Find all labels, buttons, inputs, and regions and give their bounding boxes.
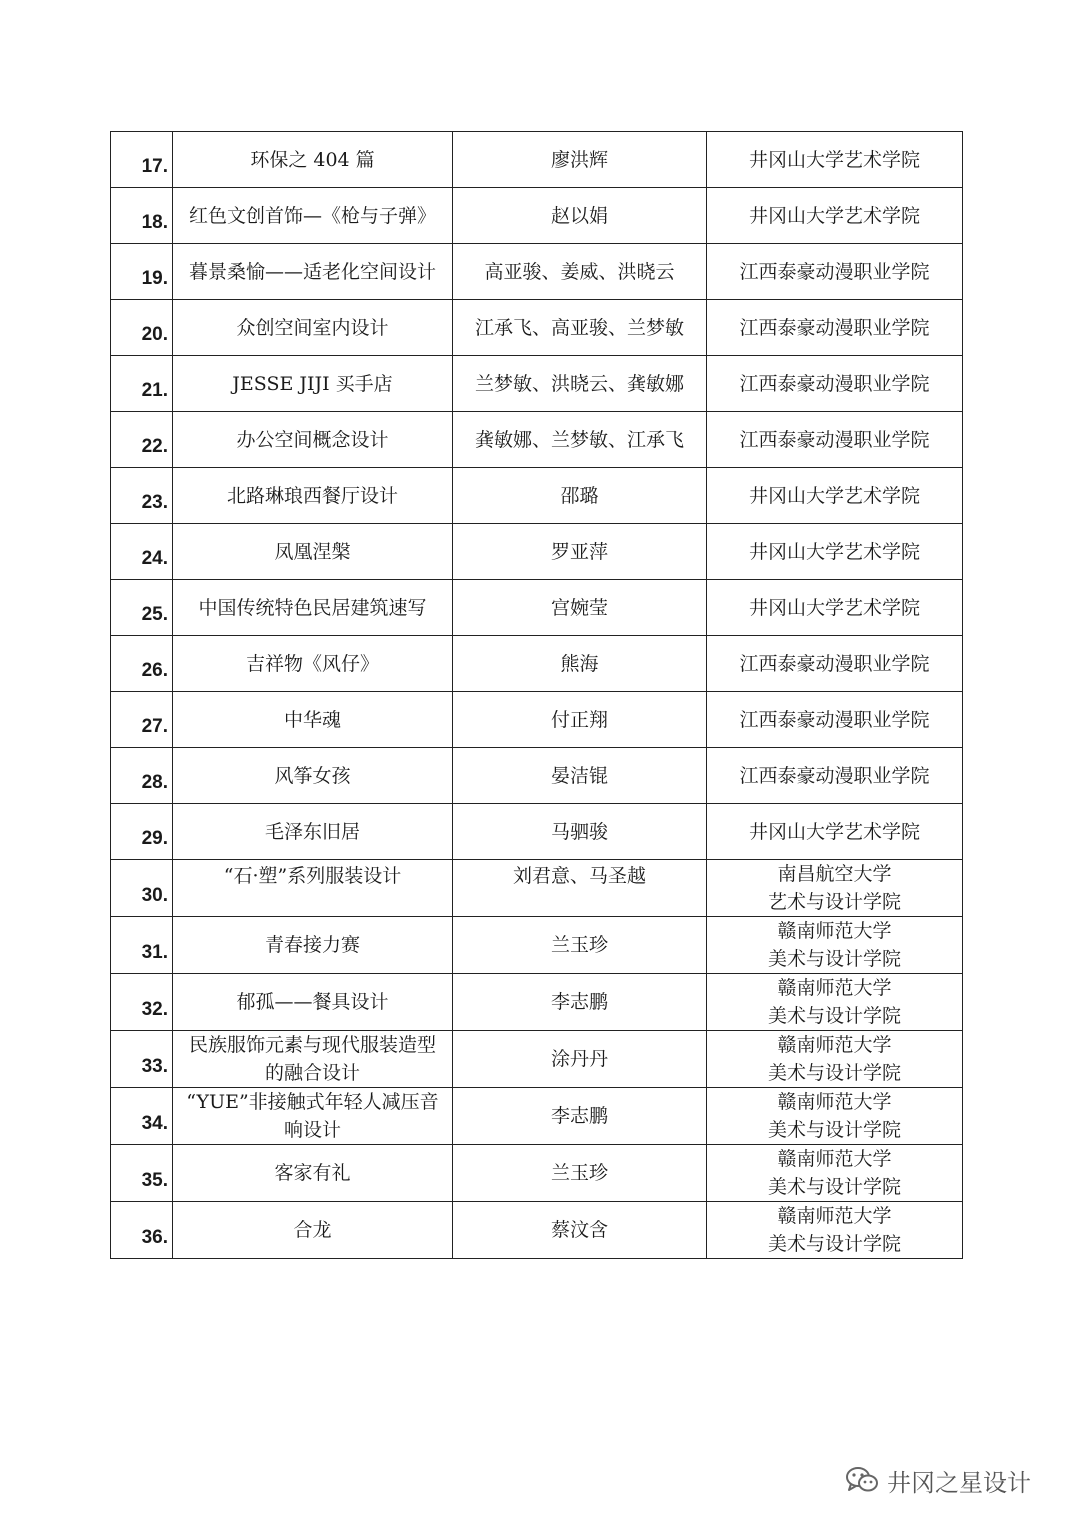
institution-line: 赣南师范大学 xyxy=(777,920,892,942)
work-title: 风筝女孩 xyxy=(173,748,453,804)
row-number: 31. xyxy=(111,917,173,974)
authors: 涂丹丹 xyxy=(453,1031,707,1088)
authors: 刘君意、马圣越 xyxy=(453,860,707,917)
work-title: 吉祥物《风仔》 xyxy=(173,636,453,692)
authors: 晏洁锟 xyxy=(453,748,707,804)
work-title: 青春接力赛 xyxy=(173,917,453,974)
work-title: 中国传统特色民居建筑速写 xyxy=(173,580,453,636)
institution-line: 美术与设计学院 xyxy=(767,1233,901,1255)
table-row xyxy=(111,974,963,1031)
authors: 马驷骏 xyxy=(453,804,707,860)
table-row xyxy=(111,524,963,580)
watermark xyxy=(845,1460,1031,1500)
institution-line: 美术与设计学院 xyxy=(767,1005,901,1027)
institution-line: 美术与设计学院 xyxy=(767,948,901,970)
work-title: 客家有礼 xyxy=(173,1145,453,1202)
work-title: 办公空间概念设计 xyxy=(173,412,453,468)
watermark-text: 井冈之星设计 xyxy=(887,1468,1031,1497)
row-number: 23. xyxy=(111,468,173,524)
institution xyxy=(707,974,963,1031)
row-number: 30. xyxy=(111,860,173,917)
authors: 付正翔 xyxy=(453,692,707,748)
title-line: 的融合设计 xyxy=(264,1062,360,1084)
row-number: 22. xyxy=(111,412,173,468)
institution-line: 美术与设计学院 xyxy=(767,1176,901,1198)
table-row xyxy=(111,468,963,524)
table-row xyxy=(111,300,963,356)
institution-line: 赣南师范大学 xyxy=(777,1148,892,1170)
row-number: 26. xyxy=(111,636,173,692)
institution: 井冈山大学艺术学院 xyxy=(707,524,963,580)
authors: 李志鹏 xyxy=(453,974,707,1031)
authors: 罗亚萍 xyxy=(453,524,707,580)
authors: 龚敏娜、兰梦敏、江承飞 xyxy=(453,412,707,468)
institution: 江西泰豪动漫职业学院 xyxy=(707,412,963,468)
authors: 兰玉珍 xyxy=(453,1145,707,1202)
work-title: 暮景桑愉——适老化空间设计 xyxy=(173,244,453,300)
table-row xyxy=(111,692,963,748)
work-title: 凤凰涅槃 xyxy=(173,524,453,580)
authors: 赵以娟 xyxy=(453,188,707,244)
row-number: 21. xyxy=(111,356,173,412)
institution xyxy=(707,860,963,917)
institution-line: 艺术与设计学院 xyxy=(767,891,901,913)
table-row xyxy=(111,1202,963,1259)
table-row xyxy=(111,1145,963,1202)
work-title: 红色文创首饰—《枪与子弹》 xyxy=(173,188,453,244)
institution: 江西泰豪动漫职业学院 xyxy=(707,356,963,412)
institution xyxy=(707,917,963,974)
row-number: 25. xyxy=(111,580,173,636)
institution: 江西泰豪动漫职业学院 xyxy=(707,244,963,300)
table-row xyxy=(111,244,963,300)
wechat-icon xyxy=(845,1465,879,1495)
institution-line: 赣南师范大学 xyxy=(777,977,892,999)
row-number: 29. xyxy=(111,804,173,860)
table-row xyxy=(111,1088,963,1145)
work-title: 中华魂 xyxy=(173,692,453,748)
authors: 熊海 xyxy=(453,636,707,692)
work-title: 环保之 404 篇 xyxy=(173,132,453,188)
institution: 井冈山大学艺术学院 xyxy=(707,468,963,524)
row-number: 27. xyxy=(111,692,173,748)
institution: 井冈山大学艺术学院 xyxy=(707,580,963,636)
authors: 兰梦敏、洪晓云、龚敏娜 xyxy=(453,356,707,412)
institution: 江西泰豪动漫职业学院 xyxy=(707,300,963,356)
authors: 江承飞、高亚骏、兰梦敏 xyxy=(453,300,707,356)
work-title: “石·塑”系列服装设计 xyxy=(173,860,453,917)
authors: 兰玉珍 xyxy=(453,917,707,974)
institution-line: 赣南师范大学 xyxy=(777,1091,892,1113)
authors: 宫婉莹 xyxy=(453,580,707,636)
institution-line: 南昌航空大学 xyxy=(777,863,892,885)
institution xyxy=(707,1145,963,1202)
row-number: 19. xyxy=(111,244,173,300)
work-title: 郁孤——餐具设计 xyxy=(173,974,453,1031)
authors: 李志鹏 xyxy=(453,1088,707,1145)
authors: 廖洪辉 xyxy=(453,132,707,188)
row-number: 32. xyxy=(111,974,173,1031)
table-row xyxy=(111,132,963,188)
row-number: 34. xyxy=(111,1088,173,1145)
table-row xyxy=(111,412,963,468)
row-number: 35. xyxy=(111,1145,173,1202)
institution-line: 美术与设计学院 xyxy=(767,1119,901,1141)
row-number: 18. xyxy=(111,188,173,244)
institution-line: 美术与设计学院 xyxy=(767,1062,901,1084)
authors: 蔡汶含 xyxy=(453,1202,707,1259)
table-row xyxy=(111,804,963,860)
work-title xyxy=(173,1031,453,1088)
work-title: 北路琳琅西餐厅设计 xyxy=(173,468,453,524)
work-title xyxy=(173,1088,453,1145)
institution: 江西泰豪动漫职业学院 xyxy=(707,748,963,804)
table-row xyxy=(111,917,963,974)
row-number: 17. xyxy=(111,132,173,188)
row-number: 20. xyxy=(111,300,173,356)
title-line: “YUE”非接触式年轻人减压音 xyxy=(186,1091,439,1113)
institution xyxy=(707,1088,963,1145)
institution-line: 赣南师范大学 xyxy=(777,1034,892,1056)
table-row xyxy=(111,580,963,636)
institution: 井冈山大学艺术学院 xyxy=(707,132,963,188)
work-title: 毛泽东旧居 xyxy=(173,804,453,860)
institution xyxy=(707,1202,963,1259)
institution: 江西泰豪动漫职业学院 xyxy=(707,636,963,692)
table-row xyxy=(111,860,963,917)
title-line: 响设计 xyxy=(283,1119,341,1141)
row-number: 33. xyxy=(111,1031,173,1088)
row-number: 28. xyxy=(111,748,173,804)
work-title: JESSE JIJI 买手店 xyxy=(173,356,453,412)
row-number: 24. xyxy=(111,524,173,580)
institution-line: 赣南师范大学 xyxy=(777,1205,892,1227)
authors: 高亚骏、姜威、洪晓云 xyxy=(453,244,707,300)
table-row xyxy=(111,1031,963,1088)
institution: 井冈山大学艺术学院 xyxy=(707,804,963,860)
awards-table xyxy=(110,131,963,1259)
work-title: 众创空间室内设计 xyxy=(173,300,453,356)
table-row xyxy=(111,636,963,692)
institution xyxy=(707,1031,963,1088)
institution: 井冈山大学艺术学院 xyxy=(707,188,963,244)
institution: 江西泰豪动漫职业学院 xyxy=(707,692,963,748)
authors: 邵璐 xyxy=(453,468,707,524)
row-number: 36. xyxy=(111,1202,173,1259)
work-title: 合龙 xyxy=(173,1202,453,1259)
table-row xyxy=(111,188,963,244)
table-row xyxy=(111,356,963,412)
table-row xyxy=(111,748,963,804)
title-line: 民族服饰元素与现代服装造型 xyxy=(188,1034,436,1056)
